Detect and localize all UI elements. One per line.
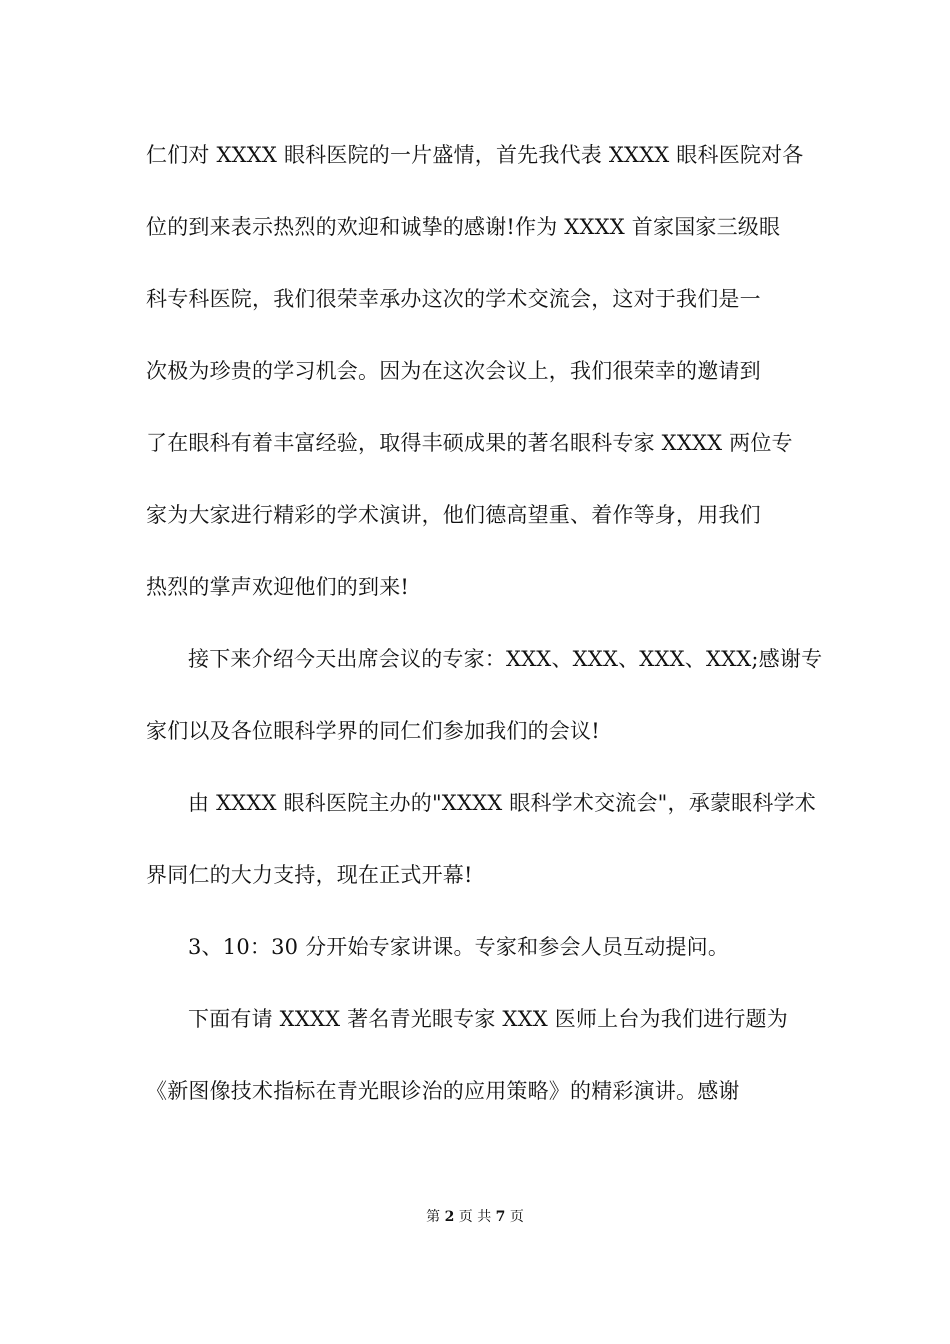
text-line: 界同仁的大力支持，现在正式开幕! bbox=[146, 863, 473, 887]
total-page-count: 7 bbox=[495, 1209, 506, 1225]
text-line: 次极为珍贵的学习机会。因为在这次会议上，我们很荣幸的邀请到 bbox=[146, 359, 761, 383]
text-line: 了在眼科有着丰富经验，取得丰硕成果的著名眼科专家 XXXX 两位专 bbox=[146, 431, 793, 455]
text-line: 接下来介绍今天出席会议的专家：XXX、XXX、XXX、XXX;感谢专 bbox=[188, 647, 823, 671]
text-line: 位的到来表示热烈的欢迎和诚挚的感谢!作为 XXXX 首家国家三级眼 bbox=[146, 215, 781, 239]
page-footer bbox=[0, 1208, 950, 1226]
text-line: 家们以及各位眼科学界的同仁们参加我们的会议! bbox=[146, 719, 600, 743]
text-line: 科专科医院，我们很荣幸承办这次的学术交流会，这对于我们是一 bbox=[146, 287, 761, 311]
footer-prefix: 第 bbox=[426, 1209, 441, 1225]
current-page-number: 2 bbox=[444, 1209, 455, 1225]
text-line: 下面有请 XXXX 著名青光眼专家 XXX 医师上台为我们进行题为 bbox=[188, 1007, 788, 1031]
footer-middle: 页 共 bbox=[458, 1209, 492, 1225]
footer-suffix: 页 bbox=[509, 1209, 524, 1225]
text-line: 家为大家进行精彩的学术演讲，他们德高望重、着作等身，用我们 bbox=[146, 503, 761, 527]
text-line: 3、10：30 分开始专家讲课。专家和参会人员互动提问。 bbox=[188, 935, 730, 959]
text-line: 《新图像技术指标在青光眼诊治的应用策略》的精彩演讲。感谢 bbox=[146, 1079, 740, 1103]
text-line: 热烈的掌声欢迎他们的到来! bbox=[146, 575, 410, 599]
text-line: 由 XXXX 眼科医院主办的"XXXX 眼科学术交流会"，承蒙眼科学术 bbox=[188, 791, 816, 815]
text-line: 仁们对 XXXX 眼科医院的一片盛情，首先我代表 XXXX 眼科医院对各 bbox=[146, 143, 804, 167]
